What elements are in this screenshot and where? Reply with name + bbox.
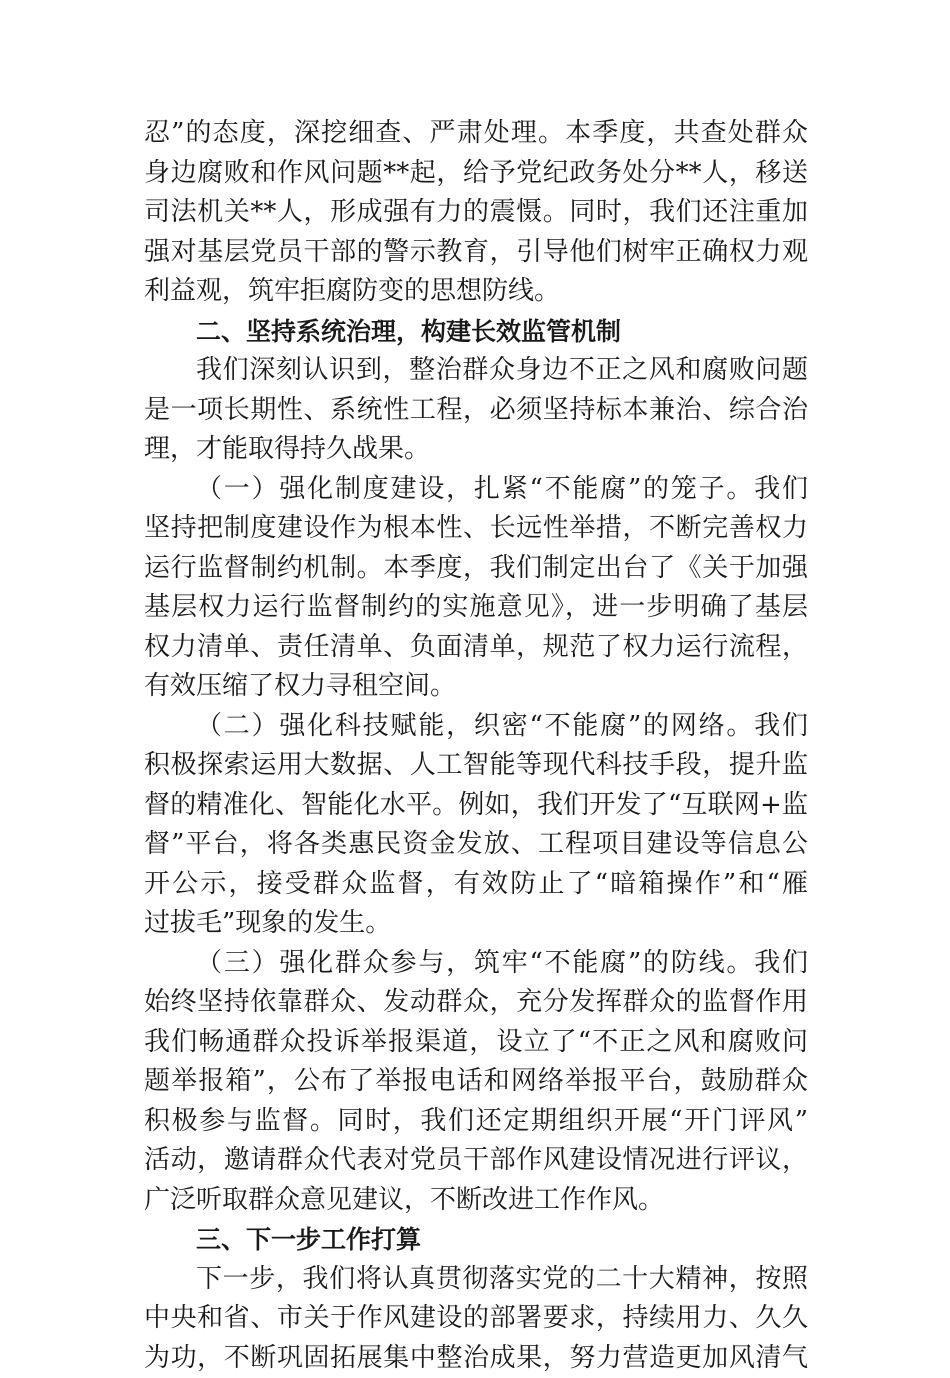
section-heading-3: 三、下一步工作打算 [144,1220,808,1260]
text-line: 积极参与监督。同时，我们还定期组织开展“开门评风” [144,1102,808,1142]
text-line: 我们畅通群众投诉举报渠道，设立了“不正之风和腐败问 [144,1023,808,1063]
text-line: 理，才能取得持久战果。 [144,430,808,470]
text-line: 是一项长期性、系统性工程，必须坚持标本兼治、综合治 [144,391,808,431]
paragraph-intro [144,351,808,470]
paragraph-next-steps [144,1260,808,1378]
text-line: 权力清单、责任清单、负面清单，规范了权力运行流程， [144,628,808,668]
paragraph-item-3 [144,944,808,1221]
text-line: 为功，不断巩固拓展集中整治成果，努力营造更加风清气 [144,1339,808,1378]
paragraph-continuation [144,114,808,312]
text-line: 利益观，筑牢拒腐防变的思想防线。 [144,272,808,312]
text-line: 基层权力运行监督制约的实施意见》，进一步明确了基层 [144,588,808,628]
text-line: 督的精准化、智能化水平。例如，我们开发了“互联网+监 [144,786,808,826]
text-line: 身边腐败和作风问题**起，给予党纪政务处分**人，移送 [144,154,808,194]
text-line: 开公示，接受群众监督，有效防止了“暗箱操作”和“雁 [144,865,808,905]
document-body [144,114,808,1378]
text-line: 活动，邀请群众代表对党员干部作风建设情况进行评议， [144,1141,808,1181]
text-line: 积极探索运用大数据、人工智能等现代科技手段，提升监 [144,746,808,786]
text-line: （三）强化群众参与，筑牢“不能腐”的防线。我们 [144,944,808,984]
text-line: 强对基层党员干部的警示教育，引导他们树牢正确权力观 [144,233,808,273]
section-heading-2: 二、坚持系统治理，构建长效监管机制 [144,312,808,352]
text-line: 中央和省、市关于作风建设的部署要求，持续用力、久久 [144,1299,808,1339]
text-line: 过拔毛”现象的发生。 [144,904,808,944]
text-line: 我们深刻认识到，整治群众身边不正之风和腐败问题 [144,351,808,391]
text-line: 有效压缩了权力寻租空间。 [144,667,808,707]
text-line: 下一步，我们将认真贯彻落实党的二十大精神，按照 [144,1260,808,1300]
text-line: 忍”的态度，深挖细查、严肃处理。本季度，共查处群众 [144,114,808,154]
text-line: 司法机关**人，形成强有力的震慑。同时，我们还注重加 [144,193,808,233]
paragraph-item-2 [144,707,808,944]
text-line: 运行监督制约机制。本季度，我们制定出台了《关于加强 [144,549,808,589]
text-line: 广泛听取群众意见建议，不断改进工作作风。 [144,1181,808,1221]
text-line: 督”平台，将各类惠民资金发放、工程项目建设等信息公 [144,825,808,865]
text-line: （一）强化制度建设，扎紧“不能腐”的笼子。我们 [144,470,808,510]
paragraph-item-1 [144,470,808,707]
text-line: 题举报箱”，公布了举报电话和网络举报平台，鼓励群众 [144,1062,808,1102]
text-line: 坚持把制度建设作为根本性、长远性举措，不断完善权力 [144,509,808,549]
text-line: （二）强化科技赋能，织密“不能腐”的网络。我们 [144,707,808,747]
text-line: 始终坚持依靠群众、发动群众，充分发挥群众的监督作用 [144,983,808,1023]
